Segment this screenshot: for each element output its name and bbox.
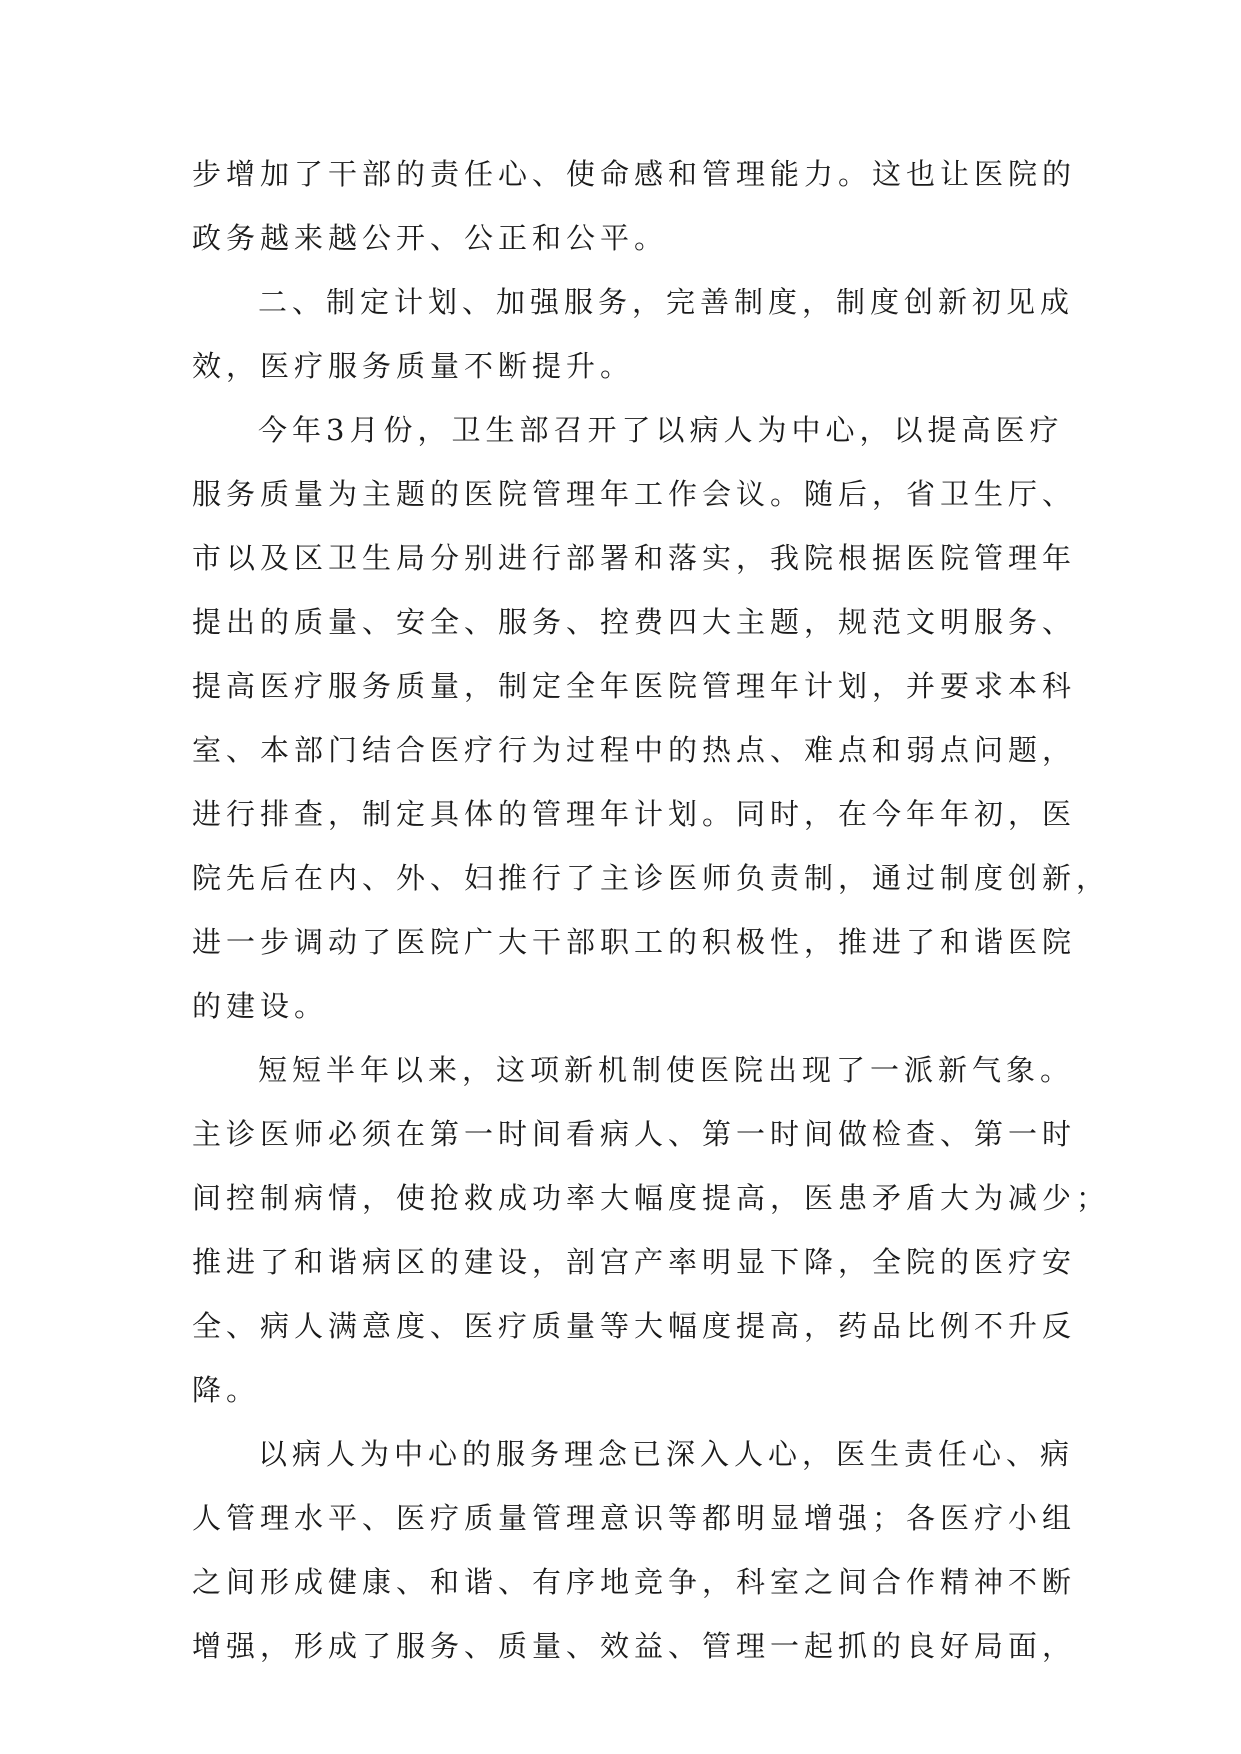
text-line: 市以及区卫生局分别进行部署和落实，我院根据医院管理年 bbox=[192, 541, 1077, 575]
text-line: 服务质量为主题的医院管理年工作会议。随后，省卫生厅、 bbox=[192, 477, 1077, 511]
text-line: 以病人为中心的服务理念已深入人心，医生责任心、病 bbox=[258, 1437, 1075, 1471]
text-line: 的建设。 bbox=[192, 989, 329, 1023]
text-line: 全、病人满意度、医疗质量等大幅度提高，药品比例不升反 bbox=[192, 1309, 1077, 1343]
text-line: 提出的质量、安全、服务、控费四大主题，规范文明服务、 bbox=[192, 605, 1077, 639]
text-line: 推进了和谐病区的建设，剖宫产率明显下降，全院的医疗安 bbox=[192, 1245, 1077, 1279]
text-line: 室、本部门结合医疗行为过程中的热点、难点和弱点问题， bbox=[192, 733, 1077, 767]
text-line: 进行排查，制定具体的管理年计划。同时，在今年年初，医 bbox=[192, 797, 1077, 831]
text-line: 之间形成健康、和谐、有序地竞争，科室之间合作精神不断 bbox=[192, 1565, 1077, 1599]
text-line: 政务越来越公开、公正和公平。 bbox=[192, 221, 669, 255]
text-line: 步增加了干部的责任心、使命感和管理能力。这也让医院的 bbox=[192, 157, 1077, 191]
text-line: 进一步调动了医院广大干部职工的积极性，推进了和谐医院 bbox=[192, 925, 1077, 959]
text-line: 短短半年以来，这项新机制使医院出现了一派新气象。 bbox=[258, 1053, 1075, 1087]
text-line: 今年3月份，卫生部召开了以病人为中心，以提高医疗 bbox=[258, 413, 1064, 447]
text-line: 间控制病情，使抢救成功率大幅度提高，医患矛盾大为减少； bbox=[192, 1181, 1111, 1215]
text-line: 人管理水平、医疗质量管理意识等都明显增强；各医疗小组 bbox=[192, 1501, 1077, 1535]
section-heading: 二、制定计划、加强服务，完善制度，制度创新初见成 bbox=[258, 285, 1075, 319]
text-line: 降。 bbox=[192, 1373, 261, 1407]
document-page bbox=[192, 142, 1111, 1678]
text-line: 院先后在内、外、妇推行了主诊医师负责制，通过制度创新， bbox=[192, 861, 1111, 895]
section-heading-continued: 效，医疗服务质量不断提升。 bbox=[192, 349, 635, 383]
text-line: 主诊医师必须在第一时间看病人、第一时间做检查、第一时 bbox=[192, 1117, 1077, 1151]
text-line: 提高医疗服务质量，制定全年医院管理年计划，并要求本科 bbox=[192, 669, 1077, 703]
text-line: 增强，形成了服务、质量、效益、管理一起抓的良好局面， bbox=[192, 1629, 1077, 1663]
